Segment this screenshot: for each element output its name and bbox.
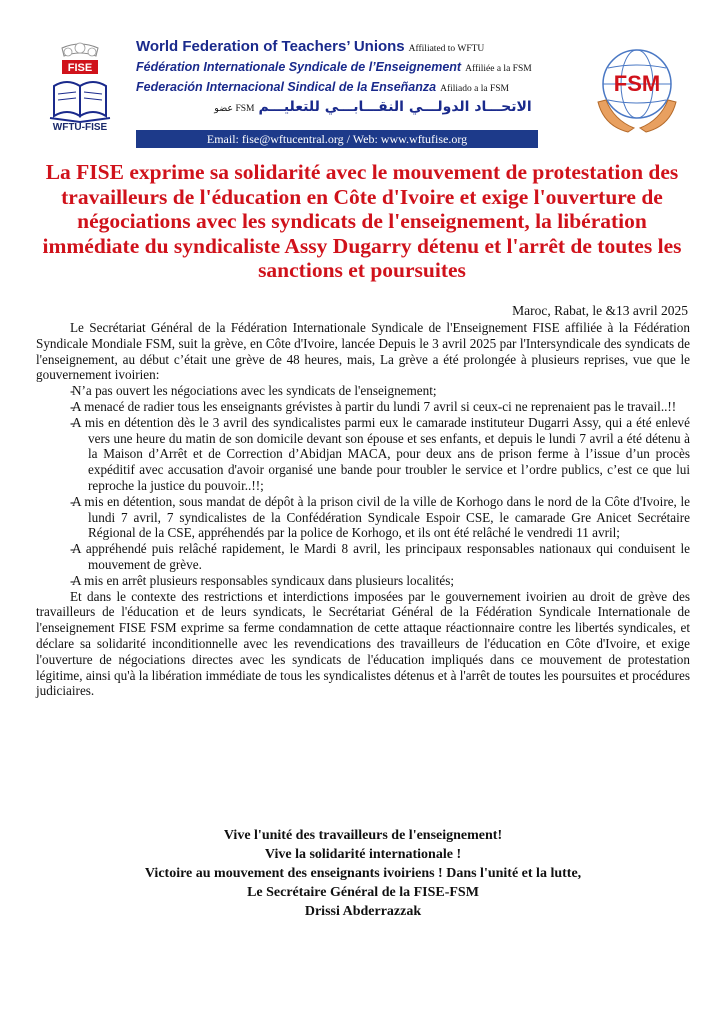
header-line-spanish <box>136 78 606 98</box>
closing-line: Vive l'unité des travailleurs de l'enseignement! <box>223 828 503 843</box>
federation-name-es: Federación Internacional Sindical de la Enseñanza <box>136 80 437 94</box>
list-item: - A mis en arrêt plusieurs responsables syndicaux dans plusieurs localités; <box>36 573 690 589</box>
affiliation-ar: عضو FSM <box>214 104 255 114</box>
dateline: Maroc, Rabat, le &13 avril 2025 <box>512 303 688 318</box>
affiliation-fr: Affiliée a la FSM <box>465 64 532 74</box>
letterhead <box>40 38 680 150</box>
list-item: - N’a pas ouvert les négociations avec les syndicats de l'enseignement; <box>36 383 690 399</box>
fise-logo-caption: WFTU-FISE <box>52 122 108 133</box>
affiliation-en: Affiliated to WFTU <box>408 44 485 54</box>
conclusion-paragraph: Et dans le contexte des restrictions et interdictions imposées par le gouvernement ivoirien au droit de grève des travailleurs de l'éducation et de leurs syndicats, le Secrétariat Général de la Fédération Syndicale Internationale de l'enseignement FISE FSM exprime sa ferme condamnation de cette attaque réactionnaire contre les libertés syndicales, et déclare sa solidarité inconditionnelle avec les revendications des travailleurs de l'éducation en Côte d'Ivoire, et exige l'ouverture de négociations directes avec les syndicats de l'éducation impliqués dans ce mouvement de protestation légitime, ainsi qu'à la libération immédiate de tous les syndicalistes détenus et à l'arrêt de toutes les poursuites et procédures judiciaires. <box>36 588 690 699</box>
closing-line: Vive la solidarité internationale ! <box>264 847 462 862</box>
closing-block <box>36 826 690 921</box>
signature-name: Drissi Abderrazzak <box>304 904 422 919</box>
list-item: - A menacé de radier tous les enseignants grévistes à partir du lundi 7 avril si ceux-ci ne reprenaient pas le travail..!! <box>36 399 690 415</box>
federation-names <box>136 38 606 118</box>
fsm-globe-logo <box>594 44 680 136</box>
federation-name-fr: Fédération Internationale Syndicale de l’Enseignement <box>136 60 462 74</box>
federation-name-en: World Federation of Teachers’ Unions <box>136 38 405 55</box>
list-item: - A appréhendé puis relâché rapidement, le Mardi 8 avril, les principaux responsables nationaux qui conduisent le mouvement de grève. <box>36 541 690 573</box>
affiliation-es: Afiliado a la FSM <box>440 84 509 94</box>
document-body <box>36 320 690 699</box>
intro-paragraph: Le Secrétariat Général de la Fédération Internationale Syndicale de l'Enseignement FISE affiliée à la Fédération Syndicale Mondiale FSM, suit la grève, en Côte d'Ivoire, lancée Depuis le 3 avril 2025 par l'Intersyndicale des syndicats de l'enseignement, au début c’était une grève de 48 heures, mais, La grève a été prolongée à plusieurs reprises, vue que le gouvernement ivoirien: <box>36 320 690 383</box>
header-line-french <box>136 58 606 78</box>
contact-bar[interactable]: Email: fise@wftucentral.org / Web: www.wftufise.org <box>136 130 538 148</box>
signature-title: Le Secrétaire Général de la FISE-FSM <box>247 885 479 900</box>
fise-logo-text: FISE <box>67 62 93 74</box>
grievance-list <box>36 383 690 588</box>
header-line-english <box>136 38 606 58</box>
federation-name-ar: الاتحـــاد الدولـــي النقـــابـــي للتعليـــم <box>258 99 532 115</box>
header-line-arabic <box>136 98 606 118</box>
document-title: La FISE exprime sa solidarité avec le mouvement de protestation des travailleurs de l'éducation en Côte d'Ivoire et exige l'ouverture de négociations avec les syndicats de l'enseignement, la libération immédiate du syndicaliste Assy Dugarry détenu et l'arrêt de toutes les sanctions et poursuites <box>42 160 682 282</box>
fsm-logo-text: FSM <box>613 71 661 96</box>
closing-line: Victoire au mouvement des enseignants ivoiriens ! Dans l'unité et la lutte, <box>144 866 582 881</box>
list-item: - A mis en détention dès le 3 avril des syndicalistes parmi eux le camarade instituteur Dugarri Assy, qui a été enlevé vers une heure du matin de son domicile devant son épouse et ses enfants, et depuis le lundi 7 avril a été détenu à la Maison d’Arrêt et de Correction d’Abidjan MACA, pour deux ans de prison ferme à l’issue d’un procès expéditif avec accusation d'avoir organisé une bande pour troubler le service et l’ordre publics, c’est ce que lui reproche la justice du pouvoir..!!; <box>36 415 690 494</box>
list-item: - A mis en détention, sous mandat de dépôt à la prison civil de la ville de Korhogo dans le nord de la Côte d'Ivoire, le lundi 7 avril, 7 syndicalistes de la Confédération Syndicale Espoir CSE, le camarade Gre Anicet Secrétaire Régional de la CSE, appréhendés par la police de Korhogo, et ils ont été relâché le vendredi 11 avril; <box>36 494 690 541</box>
